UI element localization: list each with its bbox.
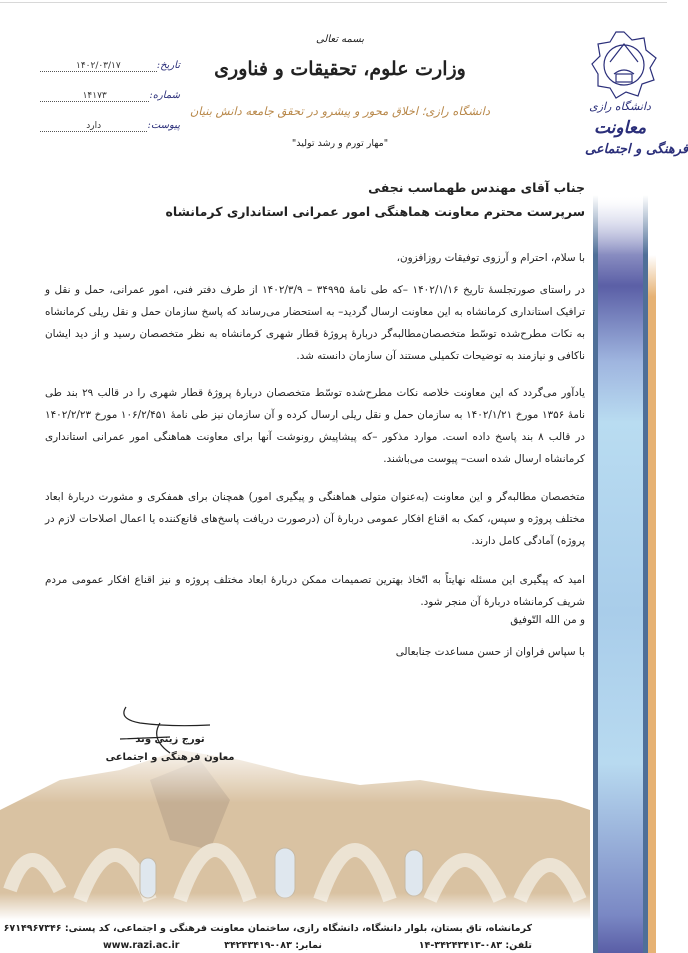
signature-icon	[110, 705, 220, 755]
paragraph-4: امید که پیگیری این مسئله نهایتاً به اتّخاذ بهترین تصمیمات ممکن دربارهٔ ابعاد مختلف پروژه و نیز اقناع افکار عمومی مردم شریف کرمانشاه دربارهٔ آن منجر شود.	[45, 574, 585, 608]
signer-name: تورج زینی وند	[135, 734, 205, 745]
top-divider	[0, 2, 667, 3]
phone-label: تلفن:	[505, 940, 532, 951]
footer-phone	[419, 940, 532, 951]
closing-thanks: با سپاس فراوان از حسن مساعدت جنابعالی	[395, 646, 585, 658]
greeting: با سلام، احترام و آرزوی توفیقات روزافزون،	[396, 252, 585, 264]
bismillah: بسمه تعالی	[315, 34, 365, 45]
addressee-name: جناب آقای مهندس طهماسب نجفی	[368, 180, 585, 195]
decorative-bar-fade	[593, 195, 648, 255]
footer-address: کرمانشاه، تاق بستان، بلوار دانشگاه، دانشگاه رازی، ساختمان معاونت فرهنگی و اجتماعی، کد پستی: ۶۷۱۴۹۶۷۳۴۶	[3, 923, 532, 934]
date-label: تاریخ:	[156, 60, 180, 71]
phone-value: ۰۸۳-۳۴۲۴۳۴۱۳-۱۴	[418, 940, 503, 951]
slogan: "مهار تورم و رشد تولید"	[291, 138, 389, 149]
university-motto: دانشگاه رازی؛ اخلاق محور و پیشرو در تحقق جامعه دانش بنیان	[189, 104, 490, 118]
website-link[interactable]: www.razi.ac.ir	[103, 940, 180, 951]
fax-value: ۰۸۳-۳۴۲۴۳۴۱۹	[224, 940, 292, 951]
attachment-value: دارد	[40, 121, 147, 132]
campus-gate-image	[0, 740, 590, 920]
logo-dept-line1: معاونت	[593, 118, 647, 138]
signer-title: معاون فرهنگی و اجتماعی	[105, 752, 235, 763]
number-label: شماره:	[149, 90, 180, 101]
attachment-label: پیوست:	[147, 120, 180, 131]
closing-prayer: و من الله التّوفیق	[510, 614, 585, 626]
date-value: ۱۴۰۲/۰۳/۱۷	[40, 61, 157, 72]
paragraph-2: یادآور می‌گردد که این معاونت خلاصه نکات مطرح‌شده توسّط متخصصان دربارهٔ پروژهٔ قطار شهری را در قالب ۲۹ بند طی نامهٔ ۱۳۵۶ مورخ ۱۴۰۲/۱/۲۱ به سازمان حمل و نقل ریلی ارسال کرده و آن سازمان نیز طی نامهٔ ۱۰۶/۲/۴۵۱ مورخ ۱۴۰۲/۲/۲۳ در قالب ۸ بند پاسخ داده است. موارد مذکور –که پیشاپیش رونوشت آنها برای معاونت هماهنگی امور عمرانی استانداری کرمانشاه ارسال شده است– پیوست می‌باشند.	[45, 387, 586, 465]
date-field	[40, 60, 180, 72]
paragraph-1: در راستای صورتجلسهٔ تاریخ ۱۴۰۲/۱/۱۶ –که طی نامهٔ ۳۴۹۹۵ – ۱۴۰۲/۳/۹ از طرف دفتر فنی، امور عمرانی، حمل و نقل و ترافیک استانداری کرمانشاه به این معاونت ارسال گردید– به استحضار می‌رساند که پاسخ سازمان حمل و نقل ریلی کرمانشاه به نکات مطرح‌شده توسّط متخصصان‌مطالبه‌گر دربارهٔ پروژهٔ قطار شهری کرمانشاه به نظر متخصصان رسید و از دید ایشان ناکافی و نیازمند به توضیحات تکمیلی مستند آن سازمان دانسته شد.	[45, 284, 585, 362]
logo-university-name: دانشگاه رازی	[589, 100, 651, 113]
fax-label: نمابر:	[295, 940, 322, 951]
attachment-field	[40, 120, 180, 132]
logo-dept-line2: فرهنگی و اجتماعی	[585, 142, 688, 157]
decorative-orange-bar	[648, 255, 656, 953]
university-logo-icon	[590, 30, 658, 100]
decorative-blue-bar	[593, 195, 648, 953]
number-value: ۱۴۱۷۳	[40, 91, 149, 102]
footer-fax	[224, 940, 322, 951]
ministry-title: وزارت علوم، تحقیقات و فناوری	[214, 58, 466, 80]
number-field	[40, 90, 180, 102]
paragraph-3: متخصصان مطالبه‌گر و این معاونت (به‌عنوان متولی هماهنگی و پیگیری امور) همچنان برای همفکری و مشورت دربارهٔ ابعاد مختلف پروژه و سپس، کمک به اقناع افکار عمومی دربارهٔ آن (درصورت دریافت پاسخ‌های قانع‌کننده یا اعمال اصلاحات لازم در پروژه) آمادگی کامل دارند.	[45, 491, 585, 547]
addressee-title: سرپرست محترم معاونت هماهنگی امور عمرانی استانداری کرمانشاه	[165, 204, 585, 219]
